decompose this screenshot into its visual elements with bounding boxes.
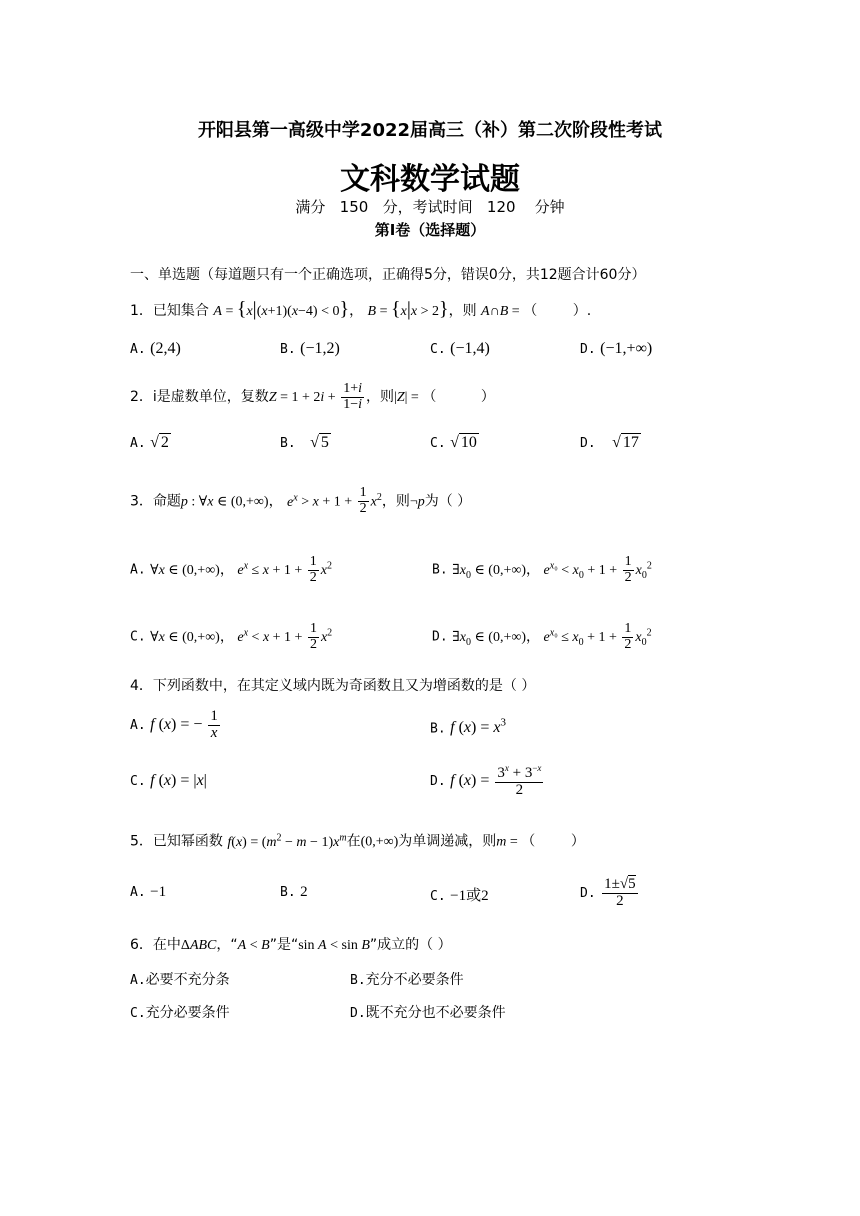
- page-title: 文科数学试题: [340, 162, 520, 197]
- option-text: 2: [300, 884, 308, 900]
- option-b[interactable]: [280, 340, 340, 358]
- option-text: 2: [160, 434, 169, 451]
- question-6: 6．在中ΔABC，“A < B”是“sin A < sin B”成立的（ ）: [130, 937, 452, 953]
- option-label: C.: [130, 1006, 146, 1021]
- part-heading: 一、单选题（每道题只有一个正确选项，正确得5分，错误0分，共12题合计60分）: [130, 267, 646, 283]
- option-label: B.: [432, 562, 448, 578]
- answer-blank: （ ）.: [523, 303, 592, 319]
- option-d[interactable]: [580, 433, 641, 452]
- question-stem-then: ”是“: [269, 937, 299, 953]
- option-text: (−1,+∞): [600, 340, 653, 357]
- sqrt: √ 10: [450, 434, 477, 451]
- formula: f (x) = $\frac{3^x + 3^{-x}}{2}$: [450, 763, 542, 798]
- option-label: D.: [432, 629, 448, 645]
- question-5: 5．已知幂函数 $f(x) = (m^2 - m - 1)x^m$在(0,+∞)为单调递减，则m = （ ）: [130, 832, 585, 850]
- question-stem-prefix: 已知集合: [152, 303, 209, 319]
- question-number: 1．: [130, 303, 153, 319]
- exam-meta: 满分 150 分，考试时间 120 分钟: [295, 198, 565, 216]
- option-label: D.: [580, 436, 596, 451]
- option-label: C.: [430, 889, 446, 904]
- question-stem-then: ，则: [381, 493, 410, 510]
- formula-set-b: B: [367, 304, 377, 319]
- option-label: D.: [580, 886, 596, 901]
- option-text: 充分必要条件: [145, 1005, 230, 1021]
- formula: ∀x ∈ (0,+∞)， $e^x \le x + 1$ + $\frac{1}{2}$ $x^2$: [150, 554, 332, 585]
- formula-set-a: A: [213, 304, 222, 319]
- option-c[interactable]: [130, 1002, 230, 1022]
- option-b[interactable]: [280, 884, 308, 901]
- question-stem-then: ，则: [366, 389, 394, 405]
- question-number: 4．: [130, 678, 153, 694]
- option-d[interactable]: [430, 759, 545, 804]
- sqrt: √ 5: [310, 434, 329, 451]
- option-c[interactable]: [430, 884, 489, 905]
- question-number: 5．: [130, 833, 153, 850]
- question-number: 6．: [130, 937, 153, 953]
- question-stem-prefix: 在中: [152, 937, 181, 953]
- option-label: A.: [130, 718, 146, 733]
- option-b[interactable]: [430, 708, 506, 744]
- question-stem-then: 为单调递减，则: [398, 833, 497, 850]
- question-stem-suffix: 为（ ）: [424, 493, 472, 510]
- option-d[interactable]: [432, 611, 652, 664]
- question-stem-mid: ，“: [216, 937, 238, 953]
- option-label: B.: [280, 885, 296, 900]
- option-label: C.: [130, 629, 146, 645]
- option-text: (−1,2): [300, 340, 340, 357]
- formula: $\frac{1\pm√5}{2}$: [604, 876, 636, 910]
- question-stem-suffix: ”成立的（ ）: [369, 937, 452, 953]
- formula: $\exists x_0$ ∈ (0,+∞)， $e^{x_0} \le x_0 + 1$ + $\frac{1}{2}$ $x_0^2$: [452, 621, 652, 652]
- option-d[interactable]: [580, 871, 640, 916]
- option-c[interactable]: [130, 611, 332, 660]
- question-stem-prefix: i是虚数单位，复数: [152, 389, 269, 405]
- option-label: C.: [430, 436, 446, 451]
- formula-power-function: $f(x) = (m^2 - m - 1)x^m$: [227, 832, 347, 850]
- question-stem-then: ，则: [448, 303, 477, 319]
- option-label: D.: [430, 774, 446, 789]
- question-1: 1．已知集合 A = {x|(x+1)(x−4) < 0}， B = {x|x > 2}，则 A∩B = （ ）.: [130, 298, 592, 320]
- option-label: D.: [350, 1006, 366, 1021]
- option-text: (−1,4): [450, 340, 490, 357]
- question-stem-prefix: 命题: [152, 493, 181, 510]
- formula: ∀x ∈ (0,+∞)， $e^x < x + 1$ + $\frac{1}{2}$ $x^2$: [150, 621, 333, 652]
- option-c[interactable]: [130, 766, 207, 797]
- formula: $\exists x_0$ ∈ (0,+∞)， $e^{x_0} < x_0 + 1$ + $\frac{1}{2}$ $x_0^2$: [452, 554, 652, 585]
- formula: f (x) = − $\frac{1}{x}$: [150, 708, 218, 741]
- option-label: D.: [580, 342, 596, 357]
- answer-blank: （ ）: [521, 833, 585, 850]
- question-4: [130, 675, 535, 695]
- answer-blank: （ ）: [422, 389, 495, 405]
- option-text: (2,4): [150, 340, 181, 357]
- option-b[interactable]: [280, 433, 331, 452]
- option-label: A.: [130, 973, 146, 988]
- option-a[interactable]: [130, 544, 332, 593]
- option-label: C.: [130, 774, 146, 789]
- option-d[interactable]: [580, 340, 652, 358]
- sqrt: √ 17: [612, 434, 639, 451]
- formula-proposition: p: [180, 494, 188, 510]
- option-d[interactable]: [350, 1002, 506, 1022]
- question-number: 2．: [130, 389, 153, 405]
- option-a[interactable]: [130, 433, 171, 452]
- option-text: −1: [150, 884, 167, 900]
- option-label: B.: [280, 436, 296, 451]
- option-text: 10: [460, 434, 477, 451]
- question-stem-prefix: 已知幂函数: [152, 833, 223, 850]
- fraction: $\frac{1+i}{1-i}$: [343, 380, 362, 412]
- question-stem: 下列函数中，在其定义域内既为奇函数且又为增函数的是（ ）: [152, 678, 536, 694]
- option-text: 必要不充分条: [145, 972, 230, 988]
- option-a[interactable]: [130, 340, 181, 358]
- option-text: 充分不必要条件: [365, 972, 464, 988]
- option-c[interactable]: [430, 340, 490, 358]
- formula: f (x) = |x|: [150, 772, 207, 789]
- option-label: B.: [430, 721, 446, 737]
- question-stem-mid: ，: [349, 303, 364, 319]
- school-line: 开阳县第一高级中学2022届高三（补）第二次阶段性考试: [197, 120, 663, 141]
- option-label: C.: [430, 342, 446, 357]
- sqrt: √ 2: [150, 434, 169, 451]
- question-2: 2．i是虚数单位，复数Z = 1 + 2i + $\frac{1+i}{1-i}$ ，则|Z| = （ ）: [130, 380, 495, 412]
- question-stem-mid: ，: [268, 493, 283, 510]
- section-title: 第Ⅰ卷（选择题）: [374, 221, 486, 239]
- question-number: 3．: [130, 493, 153, 510]
- option-label: A.: [130, 436, 146, 451]
- formula: f $(x) = x^3$: [450, 717, 506, 737]
- option-a[interactable]: [130, 703, 222, 748]
- option-label: A.: [130, 885, 146, 900]
- option-label: A.: [130, 342, 146, 357]
- option-text: 17: [622, 434, 639, 451]
- option-a[interactable]: [130, 969, 230, 989]
- option-label: B.: [280, 342, 296, 357]
- option-b[interactable]: [432, 544, 652, 597]
- option-text: −1或2: [450, 888, 489, 904]
- option-a[interactable]: [130, 884, 166, 901]
- option-label: A.: [130, 562, 146, 578]
- option-b[interactable]: [350, 969, 464, 989]
- question-stem-mid: 在: [346, 833, 361, 850]
- option-c[interactable]: [430, 433, 479, 452]
- option-label: B.: [350, 973, 366, 988]
- formula-complex-z: Z: [268, 390, 277, 405]
- question-3: 3．命题p : ∀x ∈ (0,+∞)， $e^x > x + 1$ + $\frac{1}{2}$ $x^2$，则¬p为（ ）: [130, 485, 472, 517]
- option-text: 5: [320, 434, 329, 451]
- option-text: 既不充分也不必要条件: [365, 1005, 506, 1021]
